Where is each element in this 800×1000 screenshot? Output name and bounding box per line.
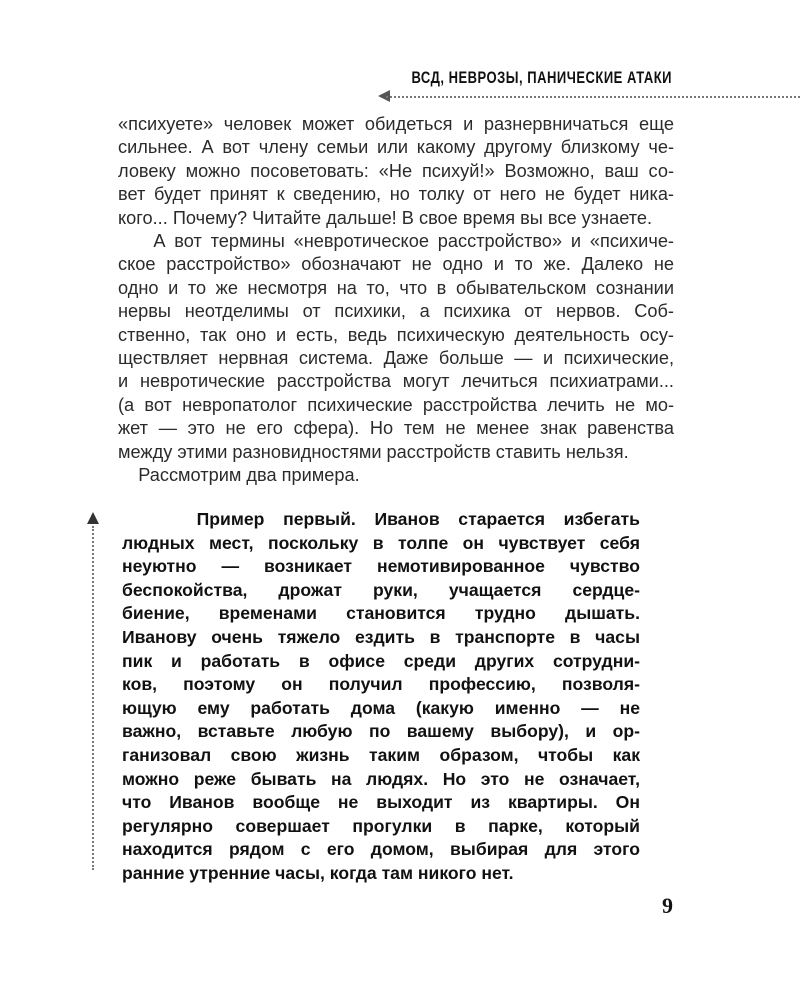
body-text: [118, 113, 674, 488]
body-line: ловеку можно посоветовать: «Не психуй!» Возможно, ваш со-: [118, 160, 674, 181]
example-line: ганизовал свою жизнь таким образом, чтобы как: [122, 744, 640, 765]
body-line: кого... Почему? Читайте дальше! В свое время вы все узнаете.: [118, 207, 653, 228]
example-line: людных мест, поскольку в толпе он чувствует себя: [122, 532, 640, 553]
body-line: (а вот невропатолог психические расстройства лечить не мо-: [118, 394, 674, 415]
body-line: ственно, так оно и есть, ведь психическую деятельность осу-: [118, 324, 674, 345]
body-line: жет — это не его сфера). Но тем не менее знак равенства: [118, 418, 674, 439]
example-line: регулярно совершает прогулки в парке, который: [122, 815, 640, 836]
example-line: Пример первый. Иванов старается избегать: [122, 509, 640, 529]
example-block: [122, 508, 640, 886]
body-line: Рассмотрим два примера.: [118, 465, 360, 486]
body-line: ществляет нервная система. Даже больше — и психические,: [118, 348, 674, 369]
body-line: одно и то же несмотря на то, что в обывательском сознании: [118, 277, 674, 298]
body-line: нервы неотделимы от психики, а психика от нервов. Соб-: [118, 301, 674, 322]
example-dotted-rule: [92, 526, 94, 870]
example-line: важно, вставьте любую по вашему выбору), и ор-: [122, 721, 640, 742]
example-line: ранние утренние часы, когда там никого нет.: [122, 862, 514, 883]
body-line: и невротические расстройства могут лечиться психиатрами...: [118, 371, 674, 392]
page-number: 9: [662, 893, 673, 918]
header-dotted-rule: [386, 96, 800, 98]
example-line: беспокойства, дрожат руки, учащается сердце-: [122, 579, 640, 600]
example-line: неуютно — возникает немотивированное чувство: [122, 556, 640, 577]
example-line: что Иванов вообще не выходит из квартиры. Он: [122, 792, 640, 813]
body-line: «психуете» человек может обидеться и разнервничаться еще: [118, 114, 674, 134]
example-line: пик и работать в офисе среди других сотрудни-: [122, 650, 640, 671]
example-line: ков, поэтому он получил профессию, позволя-: [122, 674, 640, 695]
example-line: биение, временами становится трудно дышать.: [122, 603, 640, 624]
body-line: между этими разновидностями расстройств ставить нельзя.: [118, 441, 629, 462]
body-line: сильнее. А вот члену семьи или какому другому близкому че-: [118, 137, 674, 158]
body-line: А вот термины «невротическое расстройство» и «психиче-: [118, 231, 674, 252]
example-line: находится рядом с его домом, выбирая для этого: [122, 839, 640, 860]
body-line: ское расстройство» обозначают не одно и то же. Далеко не: [118, 254, 674, 275]
example-line: Иванову очень тяжело ездить в транспорте в часы: [122, 626, 640, 647]
body-line: вет будет принят к сведению, но толку от него не будет ника-: [118, 184, 674, 205]
example-arrow-icon: [87, 512, 99, 524]
running-header: ВСД, НЕВРОЗЫ, ПАНИЧЕСКИЕ АТАКИ: [411, 68, 672, 87]
example-line: можно реже бывать на людях. Но это не означает,: [122, 768, 640, 789]
example-line: ющую ему работать дома (какую именно — не: [122, 697, 640, 718]
